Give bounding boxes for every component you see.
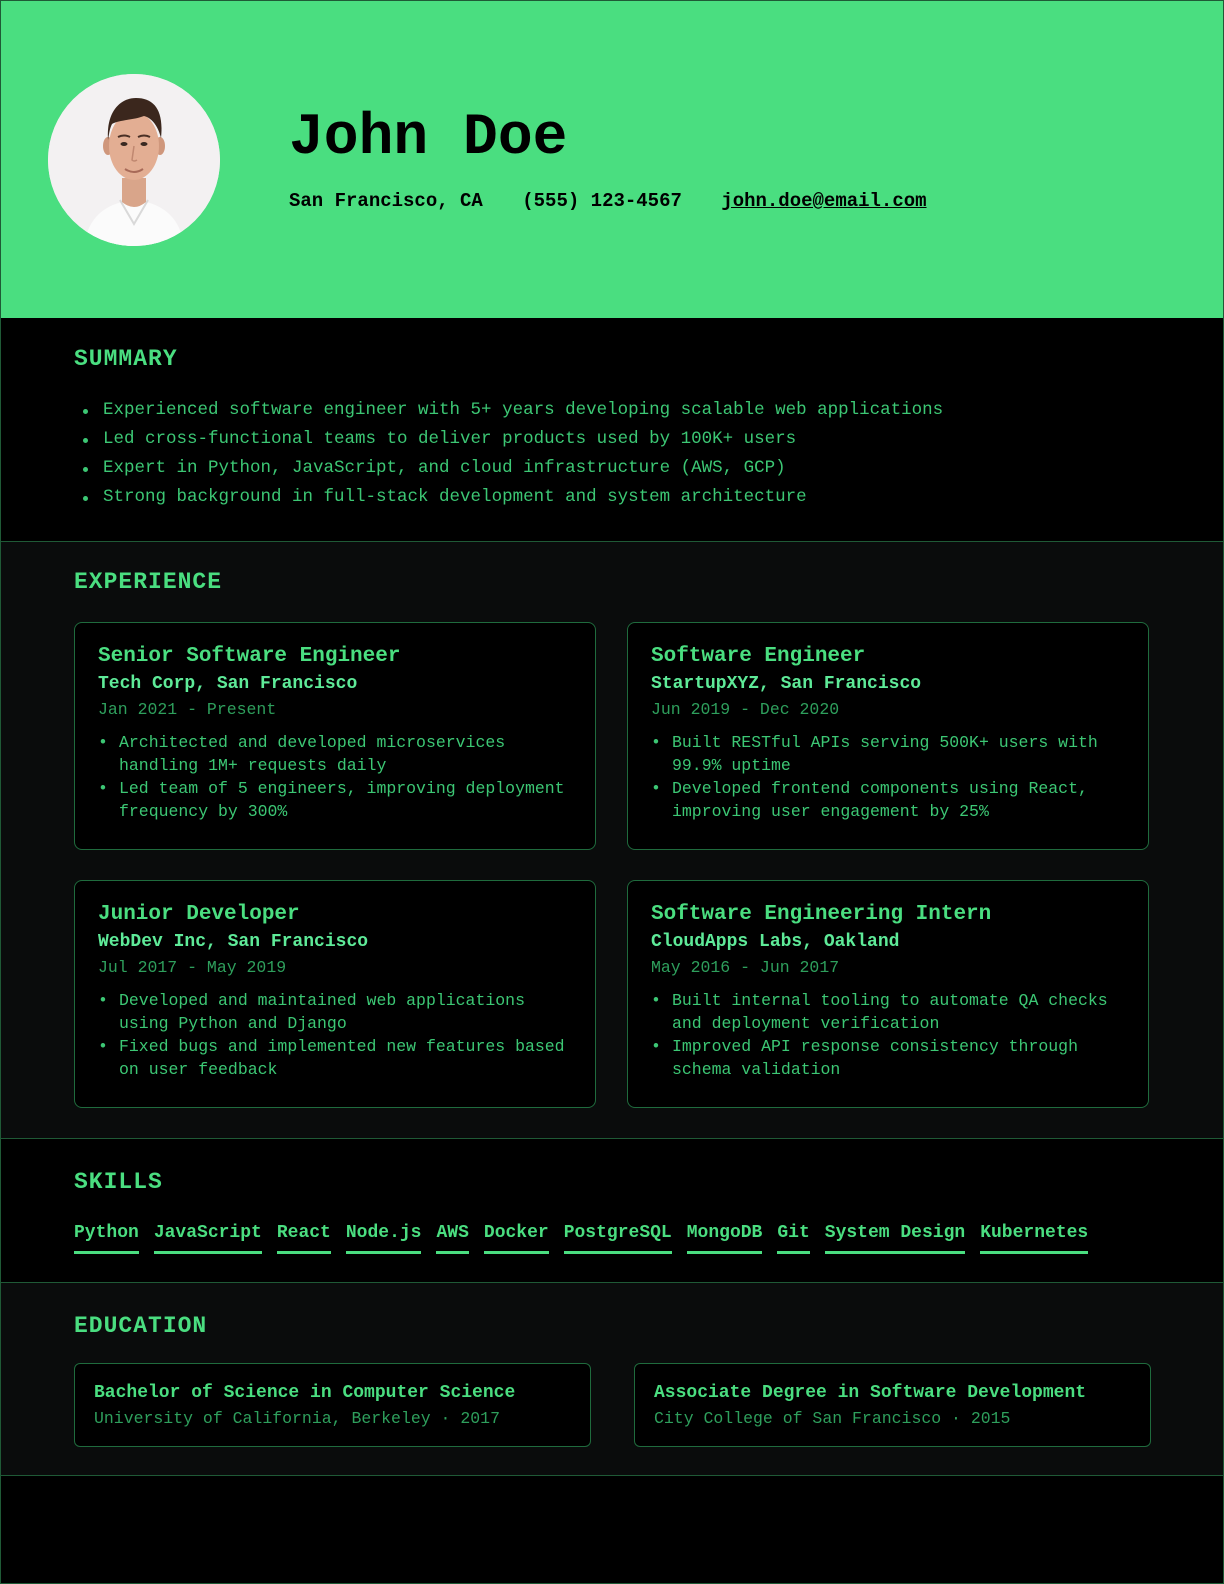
summary-heading: SUMMARY bbox=[74, 346, 178, 372]
skill-tag: PostgreSQL bbox=[564, 1221, 672, 1254]
job-company: StartupXYZ, San Francisco bbox=[651, 674, 922, 694]
job-dates: Jul 2017 - May 2019 bbox=[98, 958, 287, 977]
job-company: Tech Corp, San Francisco bbox=[98, 674, 358, 694]
school-name: City College of San Francisco · 2015 bbox=[654, 1409, 1011, 1428]
experience-heading: EXPERIENCE bbox=[74, 569, 223, 595]
page-footer bbox=[1, 1476, 1223, 1583]
education-card bbox=[634, 1363, 1151, 1447]
job-bullet: • Built internal tooling to automate QA checks and deployment verification bbox=[651, 989, 1126, 1035]
summary-item: Expert in Python, JavaScript, and cloud infrastructure (AWS, GCP) bbox=[81, 454, 943, 483]
skill-tag: React bbox=[277, 1221, 331, 1254]
summary-list bbox=[81, 396, 943, 512]
job-dates: Jun 2019 - Dec 2020 bbox=[651, 700, 840, 719]
job-bullet: • Architected and developed microservices handling 1M+ requests daily bbox=[98, 731, 573, 777]
skill-tag: AWS bbox=[436, 1221, 468, 1254]
skill-tag: Git bbox=[777, 1221, 809, 1254]
job-company: CloudApps Labs, Oakland bbox=[651, 932, 900, 952]
job-title: Junior Developer bbox=[98, 903, 300, 926]
experience-section bbox=[1, 542, 1223, 1139]
job-title: Senior Software Engineer bbox=[98, 645, 401, 668]
email-link[interactable]: john.doe@email.com bbox=[721, 190, 927, 212]
summary-item: Strong background in full-stack development and system architecture bbox=[81, 483, 943, 512]
skill-tag: Docker bbox=[484, 1221, 549, 1254]
job-title: Software Engineer bbox=[651, 645, 866, 668]
summary-item: Led cross-functional teams to deliver products used by 100K+ users bbox=[81, 425, 943, 454]
candidate-name: John Doe bbox=[289, 106, 568, 171]
job-bullets bbox=[651, 731, 1126, 823]
job-bullet: • Led team of 5 engineers, improving deployment frequency by 300% bbox=[98, 777, 573, 823]
skill-tag: MongoDB bbox=[687, 1221, 763, 1254]
skill-tag: Kubernetes bbox=[980, 1221, 1088, 1254]
education-section bbox=[1, 1283, 1223, 1476]
school-name: University of California, Berkeley · 2017 bbox=[94, 1409, 500, 1428]
job-dates: Jan 2021 - Present bbox=[98, 700, 277, 719]
experience-card bbox=[74, 880, 596, 1108]
education-card bbox=[74, 1363, 591, 1447]
experience-card bbox=[627, 622, 1149, 850]
skills-heading: SKILLS bbox=[74, 1169, 163, 1195]
job-bullet: • Developed frontend components using React, improving user engagement by 25% bbox=[651, 777, 1126, 823]
experience-card bbox=[627, 880, 1149, 1108]
skills-section bbox=[1, 1139, 1223, 1283]
skill-tag: System Design bbox=[825, 1221, 965, 1254]
skills-list bbox=[74, 1221, 1088, 1254]
skill-tag: Node.js bbox=[346, 1221, 422, 1254]
job-company: WebDev Inc, San Francisco bbox=[98, 932, 369, 952]
location-text: San Francisco, CA bbox=[289, 190, 483, 212]
avatar bbox=[48, 74, 220, 246]
degree-title: Associate Degree in Software Development bbox=[654, 1383, 1087, 1403]
education-heading: EDUCATION bbox=[74, 1313, 208, 1339]
job-bullet: • Fixed bugs and implemented new features based on user feedback bbox=[98, 1035, 573, 1081]
skill-tag: JavaScript bbox=[154, 1221, 262, 1254]
job-bullets bbox=[98, 731, 573, 823]
summary-section bbox=[1, 318, 1223, 542]
resume-header bbox=[1, 1, 1223, 318]
degree-title: Bachelor of Science in Computer Science bbox=[94, 1383, 516, 1403]
skill-tag: Python bbox=[74, 1221, 139, 1254]
job-bullets bbox=[651, 989, 1126, 1081]
contact-info bbox=[289, 189, 927, 213]
job-title: Software Engineering Intern bbox=[651, 903, 992, 926]
profile-photo-icon bbox=[48, 74, 220, 246]
experience-card bbox=[74, 622, 596, 850]
job-dates: May 2016 - Jun 2017 bbox=[651, 958, 840, 977]
summary-item: Experienced software engineer with 5+ years developing scalable web applications bbox=[81, 396, 943, 425]
job-bullet: • Built RESTful APIs serving 500K+ users with 99.9% uptime bbox=[651, 731, 1126, 777]
job-bullet: • Improved API response consistency through schema validation bbox=[651, 1035, 1126, 1081]
job-bullets bbox=[98, 989, 573, 1081]
job-bullet: • Developed and maintained web applications using Python and Django bbox=[98, 989, 573, 1035]
phone-text: (555) 123-4567 bbox=[522, 190, 682, 212]
